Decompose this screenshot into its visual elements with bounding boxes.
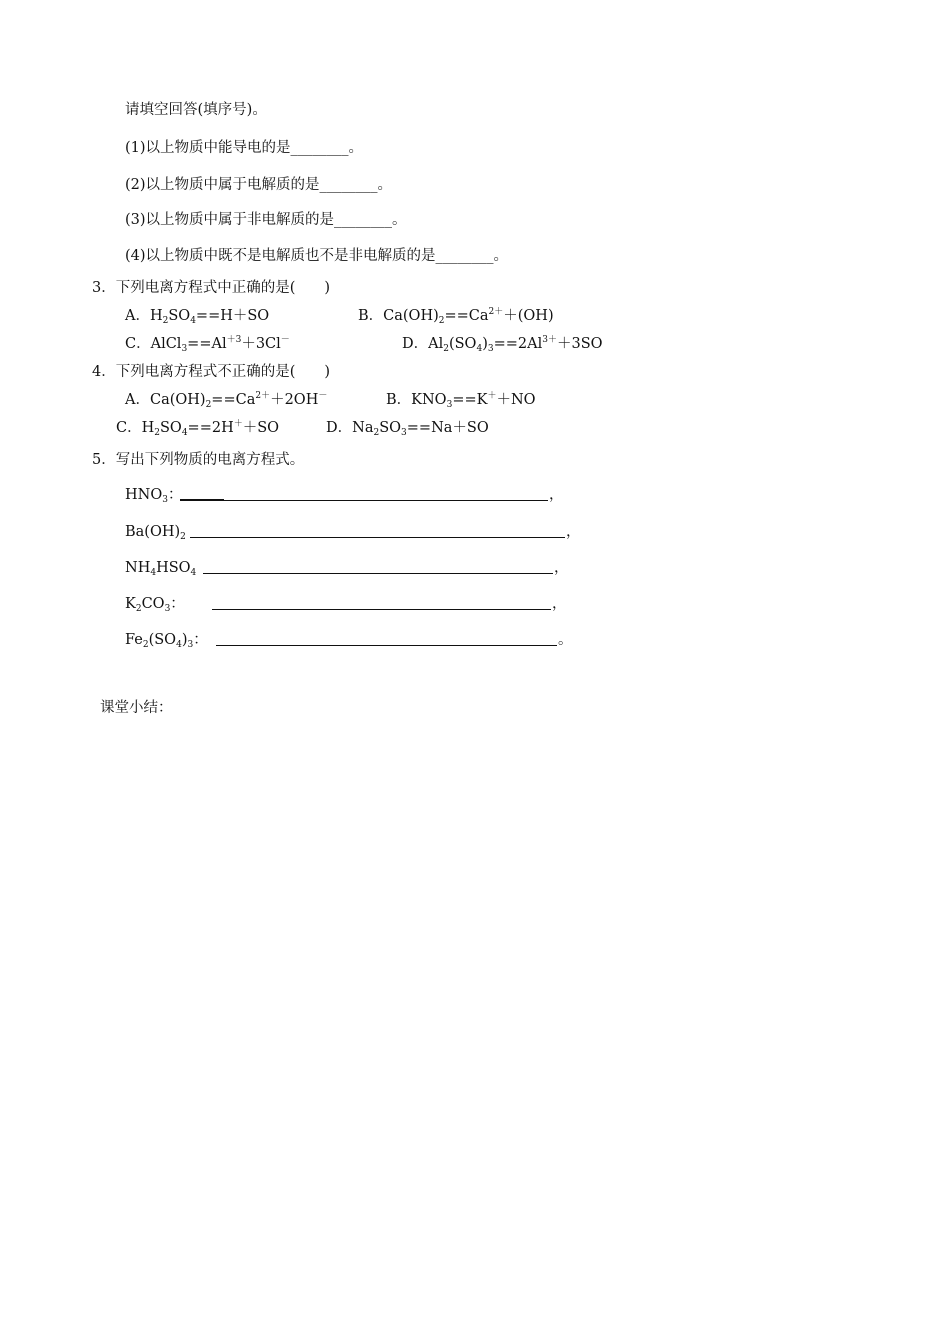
fill-blank-3: (3)以上物质中属于非电解质的是________。 <box>125 212 407 228</box>
eq-fe2so43-period: 。 <box>558 632 573 648</box>
eq-fe2so43-blank[interactable] <box>216 645 557 646</box>
eq-k2co3-blank[interactable] <box>212 609 551 610</box>
intro-text: 请填空回答(填序号)。 <box>125 102 267 118</box>
eq-hno3-blank-start[interactable] <box>180 499 224 501</box>
q3-option-b: B．$Ca(OH)_2==Ca^{2+}+(OH)$ <box>358 307 554 326</box>
question-5-stem: 5．写出下列物质的电离方程式。 <box>92 452 305 468</box>
eq-hno3-label: $HNO_3$： <box>125 487 183 505</box>
eq-hno3-blank[interactable] <box>224 500 548 501</box>
eq-k2co3-comma: ， <box>552 596 567 612</box>
q4-option-b: B．$KNO_3==K^++NO$ <box>386 391 536 410</box>
eq-baoh2-label: $Ba(OH)_2$ <box>125 524 186 542</box>
q4-option-d: D．$Na_2SO_3==Na+SO$ <box>326 420 489 438</box>
eq-baoh2-comma: ， <box>566 524 581 540</box>
eq-nh4hso4-blank[interactable] <box>203 573 553 574</box>
eq-nh4hso4-comma: ， <box>554 560 569 576</box>
eq-fe2so43-label: $Fe_2(SO_4)_3$： <box>125 632 208 650</box>
fill-blank-2: (2)以上物质中属于电解质的是________。 <box>125 177 393 193</box>
q3-option-a: A．$H_2SO_4==H+SO$ <box>125 308 270 326</box>
question-3-stem: 3．下列电离方程式中正确的是( ) <box>92 280 331 296</box>
q4-option-a: A．$Ca(OH)_2==Ca^{2+}+2OH^-$ <box>125 391 328 410</box>
fill-blank-1: (1)以上物质中能导电的是________。 <box>125 140 364 156</box>
eq-baoh2-blank[interactable] <box>190 537 565 538</box>
eq-k2co3-label: $K_2CO_3$： <box>125 596 185 614</box>
q3-option-d: D．$Al_2(SO_4)_3==2Al^{3+}+3SO$ <box>402 335 603 354</box>
q3-option-c: C．$AlCl_3==Al^{+3}+3Cl^-$ <box>125 335 290 354</box>
fill-blank-4: (4)以上物质中既不是电解质也不是非电解质的是________。 <box>125 248 509 264</box>
q4-option-c: C．$H_2SO_4==2H^++SO$ <box>116 419 280 438</box>
eq-hno3-comma: ， <box>549 487 564 503</box>
eq-nh4hso4-label: $NH_4HSO_4$ <box>125 560 197 578</box>
class-summary-heading: 课堂小结： <box>100 700 173 716</box>
question-4-stem: 4．下列电离方程式不正确的是( ) <box>92 364 331 380</box>
